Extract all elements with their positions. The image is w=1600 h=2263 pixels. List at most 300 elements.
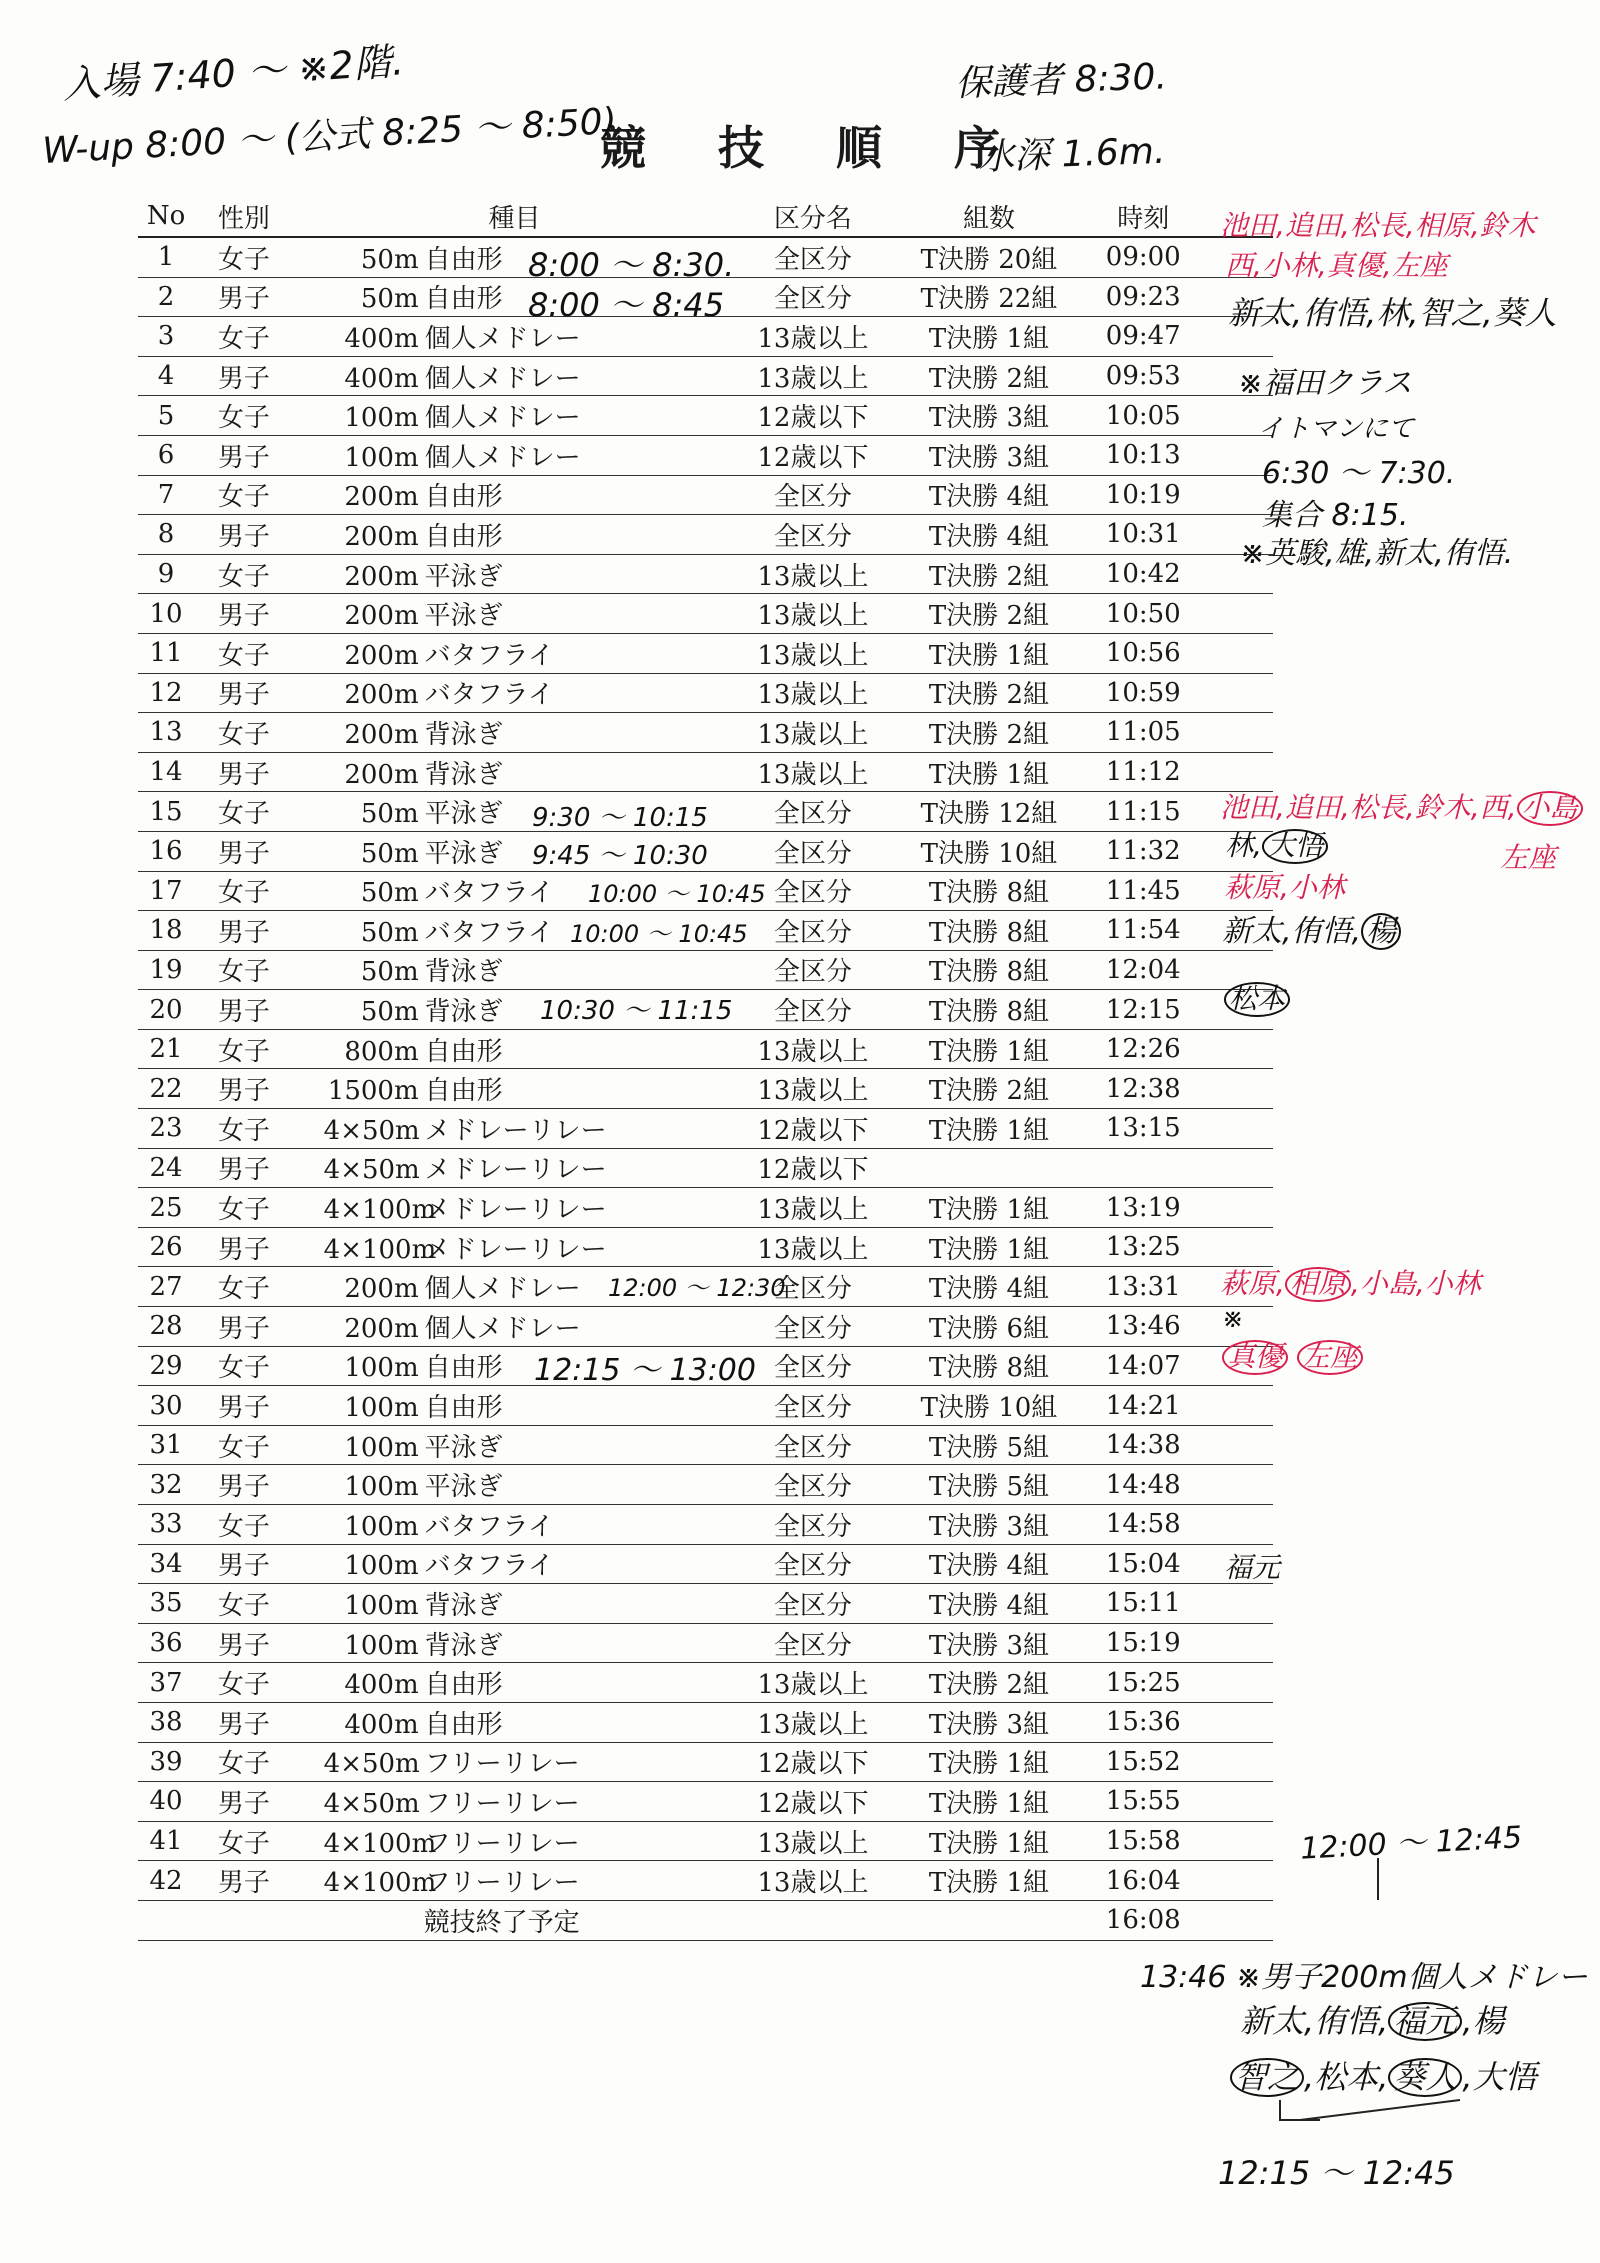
row-spacer	[1199, 594, 1273, 634]
circled-name: 葵人	[1388, 2058, 1462, 2097]
row-groups: T決勝 8組	[891, 1346, 1088, 1386]
table-row	[138, 475, 1273, 515]
row-spacer	[1199, 1782, 1273, 1822]
row-category: 12歳以下	[735, 435, 890, 475]
handwritten-warmup-note: W-up 8:00 〜 (公式 8:25 〜 8:50)	[41, 100, 618, 173]
row-time: 14:07	[1087, 1346, 1199, 1386]
row-time: 13:15	[1087, 1109, 1199, 1149]
row-spacer	[1199, 1623, 1273, 1663]
handwritten-time-r2: 8:00 〜 8:45	[528, 286, 725, 324]
table-row	[138, 1307, 1273, 1347]
row-spacer	[1199, 1386, 1273, 1426]
row-spacer	[1199, 633, 1273, 673]
table-row	[138, 1425, 1273, 1465]
row-sex: 女子	[194, 1584, 294, 1624]
event-distance: 400m	[344, 1709, 419, 1740]
row-groups	[891, 1148, 1088, 1188]
handwritten-mark: ※	[1222, 1304, 1244, 1334]
event-stroke: 平泳ぎ	[424, 799, 503, 830]
schedule-body	[138, 237, 1273, 1900]
row-groups: T決勝 2組	[891, 554, 1088, 594]
event-stroke: 個人メドレー	[424, 323, 581, 354]
row-groups: T決勝 22組	[891, 277, 1088, 317]
row-category: 13歳以上	[735, 1861, 890, 1901]
row-category: 12歳以下	[735, 1782, 890, 1822]
row-time: 11:12	[1087, 752, 1199, 792]
row-sex: 男子	[194, 1148, 294, 1188]
row-event	[294, 1148, 736, 1188]
row-category: 13歳以上	[735, 673, 890, 713]
row-time: 11:05	[1087, 713, 1199, 753]
event-stroke: バタフライ	[424, 917, 554, 948]
row-sex: 男子	[194, 1465, 294, 1505]
row-category: 全区分	[735, 475, 890, 515]
event-distance: 100m	[344, 1432, 419, 1463]
row-category: 全区分	[735, 950, 890, 990]
row-time: 10:05	[1087, 396, 1199, 436]
row-no: 27	[138, 1267, 194, 1307]
table-row	[138, 435, 1273, 475]
row-event	[294, 1742, 736, 1782]
row-no: 25	[138, 1188, 194, 1228]
circled-name: 楊	[1361, 913, 1401, 950]
row-no: 22	[138, 1069, 194, 1109]
row-category: 13歳以上	[735, 594, 890, 634]
row-groups: T決勝 1組	[891, 1188, 1088, 1228]
row-event	[294, 713, 736, 753]
row-category: 全区分	[735, 1623, 890, 1663]
event-distance: 400m	[344, 323, 419, 354]
table-row	[138, 1702, 1273, 1742]
row-groups: T決勝 4組	[891, 1267, 1088, 1307]
row-sex: 女子	[194, 950, 294, 990]
circled-name: 智之	[1230, 2058, 1304, 2097]
row-groups: T決勝 3組	[891, 1505, 1088, 1545]
handwritten-names	[1224, 982, 1290, 1017]
row-event	[294, 1544, 736, 1584]
page-title: 競 技 順 序	[600, 121, 1029, 175]
event-stroke: 平泳ぎ	[424, 561, 503, 592]
row-time: 15:25	[1087, 1663, 1199, 1703]
row-groups: T決勝 4組	[891, 515, 1088, 555]
row-sex: 男子	[194, 1227, 294, 1267]
row-time: 15:11	[1087, 1584, 1199, 1624]
handwritten-text: 新太,侑悟,	[1222, 914, 1362, 949]
event-stroke: 自由形	[424, 482, 503, 513]
row-time	[1087, 1148, 1199, 1188]
row-groups: T決勝 12組	[891, 792, 1088, 832]
end-row-spacer	[194, 1900, 294, 1940]
handwritten-time-r15: 9:30 〜 10:15	[532, 803, 708, 833]
handwritten-guardian-note: 保護者 8:30.	[954, 56, 1168, 105]
handwritten-note: 集合 8:15.	[1262, 498, 1409, 533]
col-header-sex: 性別	[194, 196, 294, 237]
circled-name: 真優	[1222, 1340, 1288, 1375]
row-spacer	[1199, 1227, 1273, 1267]
row-category: 全区分	[735, 1584, 890, 1624]
row-no: 26	[138, 1227, 194, 1267]
row-category: 13歳以上	[735, 1702, 890, 1742]
handwritten-time-r29: 12:15 〜 13:00	[534, 1353, 756, 1388]
table-row	[138, 950, 1273, 990]
row-groups: T決勝 20組	[891, 237, 1088, 277]
handwritten-note: 13:46 ※男子200m個人メドレー	[1140, 1960, 1588, 1995]
event-stroke: 個人メドレー	[424, 442, 581, 473]
row-time: 12:15	[1087, 990, 1199, 1030]
row-no: 10	[138, 594, 194, 634]
row-time: 12:38	[1087, 1069, 1199, 1109]
event-stroke: 背泳ぎ	[424, 957, 503, 988]
col-header-category: 区分名	[735, 196, 890, 237]
row-groups: T決勝 6組	[891, 1307, 1088, 1347]
row-no: 17	[138, 871, 194, 911]
row-event	[294, 1029, 736, 1069]
row-no: 5	[138, 396, 194, 436]
end-label: 競技終了予定	[294, 1900, 736, 1940]
event-distance: 100m	[344, 1630, 419, 1661]
event-stroke: 背泳ぎ	[424, 997, 503, 1028]
row-sex: 男子	[194, 1623, 294, 1663]
event-distance: 400m	[344, 1670, 419, 1701]
event-distance: 50m	[360, 997, 419, 1028]
handwritten-names-red	[1220, 1262, 1481, 1302]
event-stroke: 平泳ぎ	[424, 601, 503, 632]
row-sex: 女子	[194, 1109, 294, 1149]
row-category: 12歳以下	[735, 396, 890, 436]
row-time: 14:58	[1087, 1505, 1199, 1545]
row-groups: T決勝 4組	[891, 1544, 1088, 1584]
row-time: 10:31	[1087, 515, 1199, 555]
row-spacer	[1199, 1465, 1273, 1505]
event-stroke: 個人メドレー	[424, 1313, 581, 1344]
row-time: 16:04	[1087, 1861, 1199, 1901]
row-category: 13歳以上	[735, 1188, 890, 1228]
row-time: 12:04	[1087, 950, 1199, 990]
row-category: 全区分	[735, 1346, 890, 1386]
handwritten-names-red: 左座	[1500, 841, 1557, 874]
row-spacer	[1199, 1663, 1273, 1703]
row-category: 12歳以下	[735, 1742, 890, 1782]
row-groups: T決勝 5組	[891, 1425, 1088, 1465]
row-no: 32	[138, 1465, 194, 1505]
row-groups: T決勝 1組	[891, 1109, 1088, 1149]
row-category: 全区分	[735, 1307, 890, 1347]
table-row	[138, 1188, 1273, 1228]
event-stroke: フリーリレー	[424, 1788, 580, 1819]
row-no: 35	[138, 1584, 194, 1624]
handwritten-note: 12:15 〜 12:45	[1218, 2154, 1455, 2192]
row-event	[294, 633, 736, 673]
row-category: 13歳以上	[735, 356, 890, 396]
row-time: 11:32	[1087, 831, 1199, 871]
event-distance: 400m	[344, 363, 419, 394]
table-row	[138, 713, 1273, 753]
row-no: 7	[138, 475, 194, 515]
row-category: 12歳以下	[735, 1109, 890, 1149]
event-stroke: バタフライ	[424, 640, 554, 671]
row-no: 37	[138, 1663, 194, 1703]
row-groups: T決勝 10組	[891, 831, 1088, 871]
table-row	[138, 1742, 1273, 1782]
event-stroke: 自由形	[424, 521, 503, 552]
handwritten-note: イトマンにて	[1258, 414, 1415, 444]
event-distance: 200m	[344, 1274, 419, 1305]
row-time: 13:19	[1087, 1188, 1199, 1228]
row-sex: 女子	[194, 792, 294, 832]
event-stroke: 平泳ぎ	[424, 1472, 503, 1503]
row-sex: 男子	[194, 831, 294, 871]
row-event	[294, 1821, 736, 1861]
handwritten-names	[1230, 2052, 1537, 2098]
event-stroke: 個人メドレー	[424, 1274, 581, 1305]
schedule-table	[138, 196, 1273, 1941]
row-sex: 男子	[194, 1782, 294, 1822]
row-sex: 男子	[194, 1307, 294, 1347]
row-spacer	[1199, 1505, 1273, 1545]
row-event	[294, 356, 736, 396]
event-distance: 200m	[344, 680, 419, 711]
row-category: 全区分	[735, 237, 890, 277]
row-event	[294, 1069, 736, 1109]
event-distance: 800m	[344, 1036, 419, 1067]
row-groups: T決勝 4組	[891, 475, 1088, 515]
handwritten-names-red	[1222, 1340, 1363, 1375]
row-sex: 男子	[194, 990, 294, 1030]
row-spacer	[1199, 1584, 1273, 1624]
row-time: 15:52	[1087, 1742, 1199, 1782]
row-sex: 男子	[194, 673, 294, 713]
table-row	[138, 1782, 1273, 1822]
row-groups: T決勝 4組	[891, 1584, 1088, 1624]
row-groups: T決勝 2組	[891, 356, 1088, 396]
row-groups: T決勝 2組	[891, 673, 1088, 713]
handwritten-time-r16: 9:45 〜 10:30	[532, 841, 708, 871]
row-no: 41	[138, 1821, 194, 1861]
row-sex: 女子	[194, 713, 294, 753]
circled-name: 小島	[1517, 791, 1583, 826]
event-stroke: 背泳ぎ	[424, 759, 503, 790]
end-row-spacer	[1199, 1900, 1273, 1940]
row-time: 11:45	[1087, 871, 1199, 911]
row-sex: 女子	[194, 1505, 294, 1545]
row-event	[294, 1702, 736, 1742]
row-groups: T決勝 3組	[891, 435, 1088, 475]
event-stroke: バタフライ	[424, 680, 554, 711]
event-distance: 200m	[344, 601, 419, 632]
event-stroke: 自由形	[424, 244, 503, 275]
row-time: 11:15	[1087, 792, 1199, 832]
row-event	[294, 475, 736, 515]
end-row-spacer	[138, 1900, 194, 1940]
handwritten-names: 福元	[1224, 1551, 1281, 1584]
event-stroke: フリーリレー	[424, 1749, 580, 1780]
row-no: 12	[138, 673, 194, 713]
table-row	[138, 1861, 1273, 1901]
circled-name: 相原	[1285, 1267, 1351, 1302]
row-category: 13歳以上	[735, 1069, 890, 1109]
end-row	[138, 1900, 1273, 1940]
row-groups: T決勝 2組	[891, 1069, 1088, 1109]
row-time: 10:13	[1087, 435, 1199, 475]
row-time: 10:42	[1087, 554, 1199, 594]
row-groups: T決勝 1組	[891, 1029, 1088, 1069]
row-sex: 男子	[194, 1386, 294, 1426]
circled-name: 左座	[1297, 1340, 1363, 1375]
row-sex: 女子	[194, 475, 294, 515]
row-time: 12:26	[1087, 1029, 1199, 1069]
end-time: 16:08	[1087, 1900, 1199, 1940]
row-event	[294, 1505, 736, 1545]
row-sex: 女子	[194, 554, 294, 594]
table-row	[138, 1148, 1273, 1188]
row-groups: T決勝 8組	[891, 871, 1088, 911]
row-sex: 女子	[194, 1188, 294, 1228]
event-distance: 4×50m	[323, 1155, 420, 1186]
event-distance: 1500m	[327, 1076, 419, 1107]
row-sex: 男子	[194, 515, 294, 555]
row-spacer	[1199, 1029, 1273, 1069]
table-row	[138, 673, 1273, 713]
row-no: 36	[138, 1623, 194, 1663]
handwritten-text: ,小島,小林	[1350, 1267, 1481, 1300]
row-groups: T決勝 1組	[891, 1821, 1088, 1861]
row-event	[294, 1109, 736, 1149]
row-time: 10:56	[1087, 633, 1199, 673]
handwritten-note: 6:30 〜 7:30.	[1262, 456, 1456, 491]
event-distance: 50m	[360, 917, 419, 948]
row-event	[294, 1227, 736, 1267]
event-distance: 4×100m	[323, 1828, 437, 1859]
row-sex: 女子	[194, 1742, 294, 1782]
row-event	[294, 1188, 736, 1228]
row-time: 14:48	[1087, 1465, 1199, 1505]
row-no: 40	[138, 1782, 194, 1822]
row-sex: 女子	[194, 1425, 294, 1465]
row-groups: T決勝 1組	[891, 317, 1088, 357]
row-time: 13:31	[1087, 1267, 1199, 1307]
table-row	[138, 396, 1273, 436]
row-no: 6	[138, 435, 194, 475]
table-row	[138, 752, 1273, 792]
handwritten-time-r18: 10:00 〜 10:45	[570, 920, 748, 948]
row-category: 全区分	[735, 1267, 890, 1307]
event-stroke: フリーリレー	[424, 1828, 580, 1859]
row-groups: T決勝 2組	[891, 1663, 1088, 1703]
table-row	[138, 1623, 1273, 1663]
row-event	[294, 1623, 736, 1663]
handwritten-entry-note: 入場 7:40 〜 ※2階.	[61, 39, 406, 107]
row-spacer	[1199, 1425, 1273, 1465]
row-no: 15	[138, 792, 194, 832]
row-category: 全区分	[735, 792, 890, 832]
event-stroke: バタフライ	[424, 878, 554, 909]
event-distance: 100m	[344, 1511, 419, 1542]
row-no: 19	[138, 950, 194, 990]
row-groups: T決勝 3組	[891, 1623, 1088, 1663]
row-category: 全区分	[735, 911, 890, 951]
row-no: 24	[138, 1148, 194, 1188]
event-distance: 100m	[344, 403, 419, 434]
row-sex: 男子	[194, 594, 294, 634]
event-distance: 50m	[360, 799, 419, 830]
table-row	[138, 1505, 1273, 1545]
row-category: 13歳以上	[735, 1029, 890, 1069]
event-distance: 200m	[344, 719, 419, 750]
row-no: 8	[138, 515, 194, 555]
handwritten-text: 林,	[1225, 829, 1262, 862]
row-spacer	[1199, 1861, 1273, 1901]
table-row	[138, 594, 1273, 634]
row-no: 11	[138, 633, 194, 673]
table-row	[138, 356, 1273, 396]
row-spacer	[1199, 673, 1273, 713]
row-time: 09:23	[1087, 277, 1199, 317]
event-stroke: 平泳ぎ	[424, 838, 503, 869]
row-spacer	[1199, 1821, 1273, 1861]
handwritten-names: 新太,侑悟,林,智之,葵人	[1228, 294, 1557, 332]
row-time: 15:04	[1087, 1544, 1199, 1584]
event-distance: 100m	[344, 1353, 419, 1384]
circled-name: 福元	[1388, 2002, 1462, 2041]
event-distance: 200m	[344, 1313, 419, 1344]
event-distance: 100m	[344, 1472, 419, 1503]
event-distance: 4×50m	[323, 1749, 420, 1780]
col-header-groups: 組数	[891, 196, 1088, 237]
row-time: 10:19	[1087, 475, 1199, 515]
row-sex: 女子	[194, 1663, 294, 1703]
row-time: 09:47	[1087, 317, 1199, 357]
event-distance: 200m	[344, 521, 419, 552]
event-distance: 4×50m	[323, 1115, 420, 1146]
table-row	[138, 1465, 1273, 1505]
row-groups: T決勝 8組	[891, 911, 1088, 951]
handwritten-text: ,楊	[1462, 2002, 1505, 2040]
event-distance: 100m	[344, 442, 419, 473]
end-row-spacer	[891, 1900, 1088, 1940]
row-spacer	[1199, 1188, 1273, 1228]
row-category: 全区分	[735, 277, 890, 317]
row-category: 12歳以下	[735, 1148, 890, 1188]
table-row	[138, 1821, 1273, 1861]
row-category: 全区分	[735, 1505, 890, 1545]
event-stroke: 個人メドレー	[424, 363, 581, 394]
handwritten-names-red: 池田,追田,松長,相原,鈴木	[1220, 209, 1536, 242]
event-distance: 200m	[344, 561, 419, 592]
row-event	[294, 1861, 736, 1901]
row-sex: 女子	[194, 317, 294, 357]
table-row	[138, 554, 1273, 594]
row-event	[294, 515, 736, 555]
table-row	[138, 633, 1273, 673]
row-groups: T決勝 1組	[891, 752, 1088, 792]
handwritten-time-r27: 12:00 〜 12:30	[608, 1274, 786, 1302]
table-row	[138, 1109, 1273, 1149]
row-no: 13	[138, 713, 194, 753]
table-row	[138, 1029, 1273, 1069]
event-stroke: 自由形	[424, 1670, 503, 1701]
event-stroke: バタフライ	[424, 1551, 554, 1582]
row-sex: 男子	[194, 356, 294, 396]
row-groups: T決勝 1組	[891, 1227, 1088, 1267]
event-stroke: メドレーリレー	[424, 1115, 607, 1146]
table-row	[138, 515, 1273, 555]
row-time: 10:59	[1087, 673, 1199, 713]
row-sex: 男子	[194, 435, 294, 475]
event-stroke: 自由形	[424, 1393, 503, 1424]
row-no: 38	[138, 1702, 194, 1742]
row-spacer	[1199, 1742, 1273, 1782]
event-distance: 100m	[344, 1551, 419, 1582]
